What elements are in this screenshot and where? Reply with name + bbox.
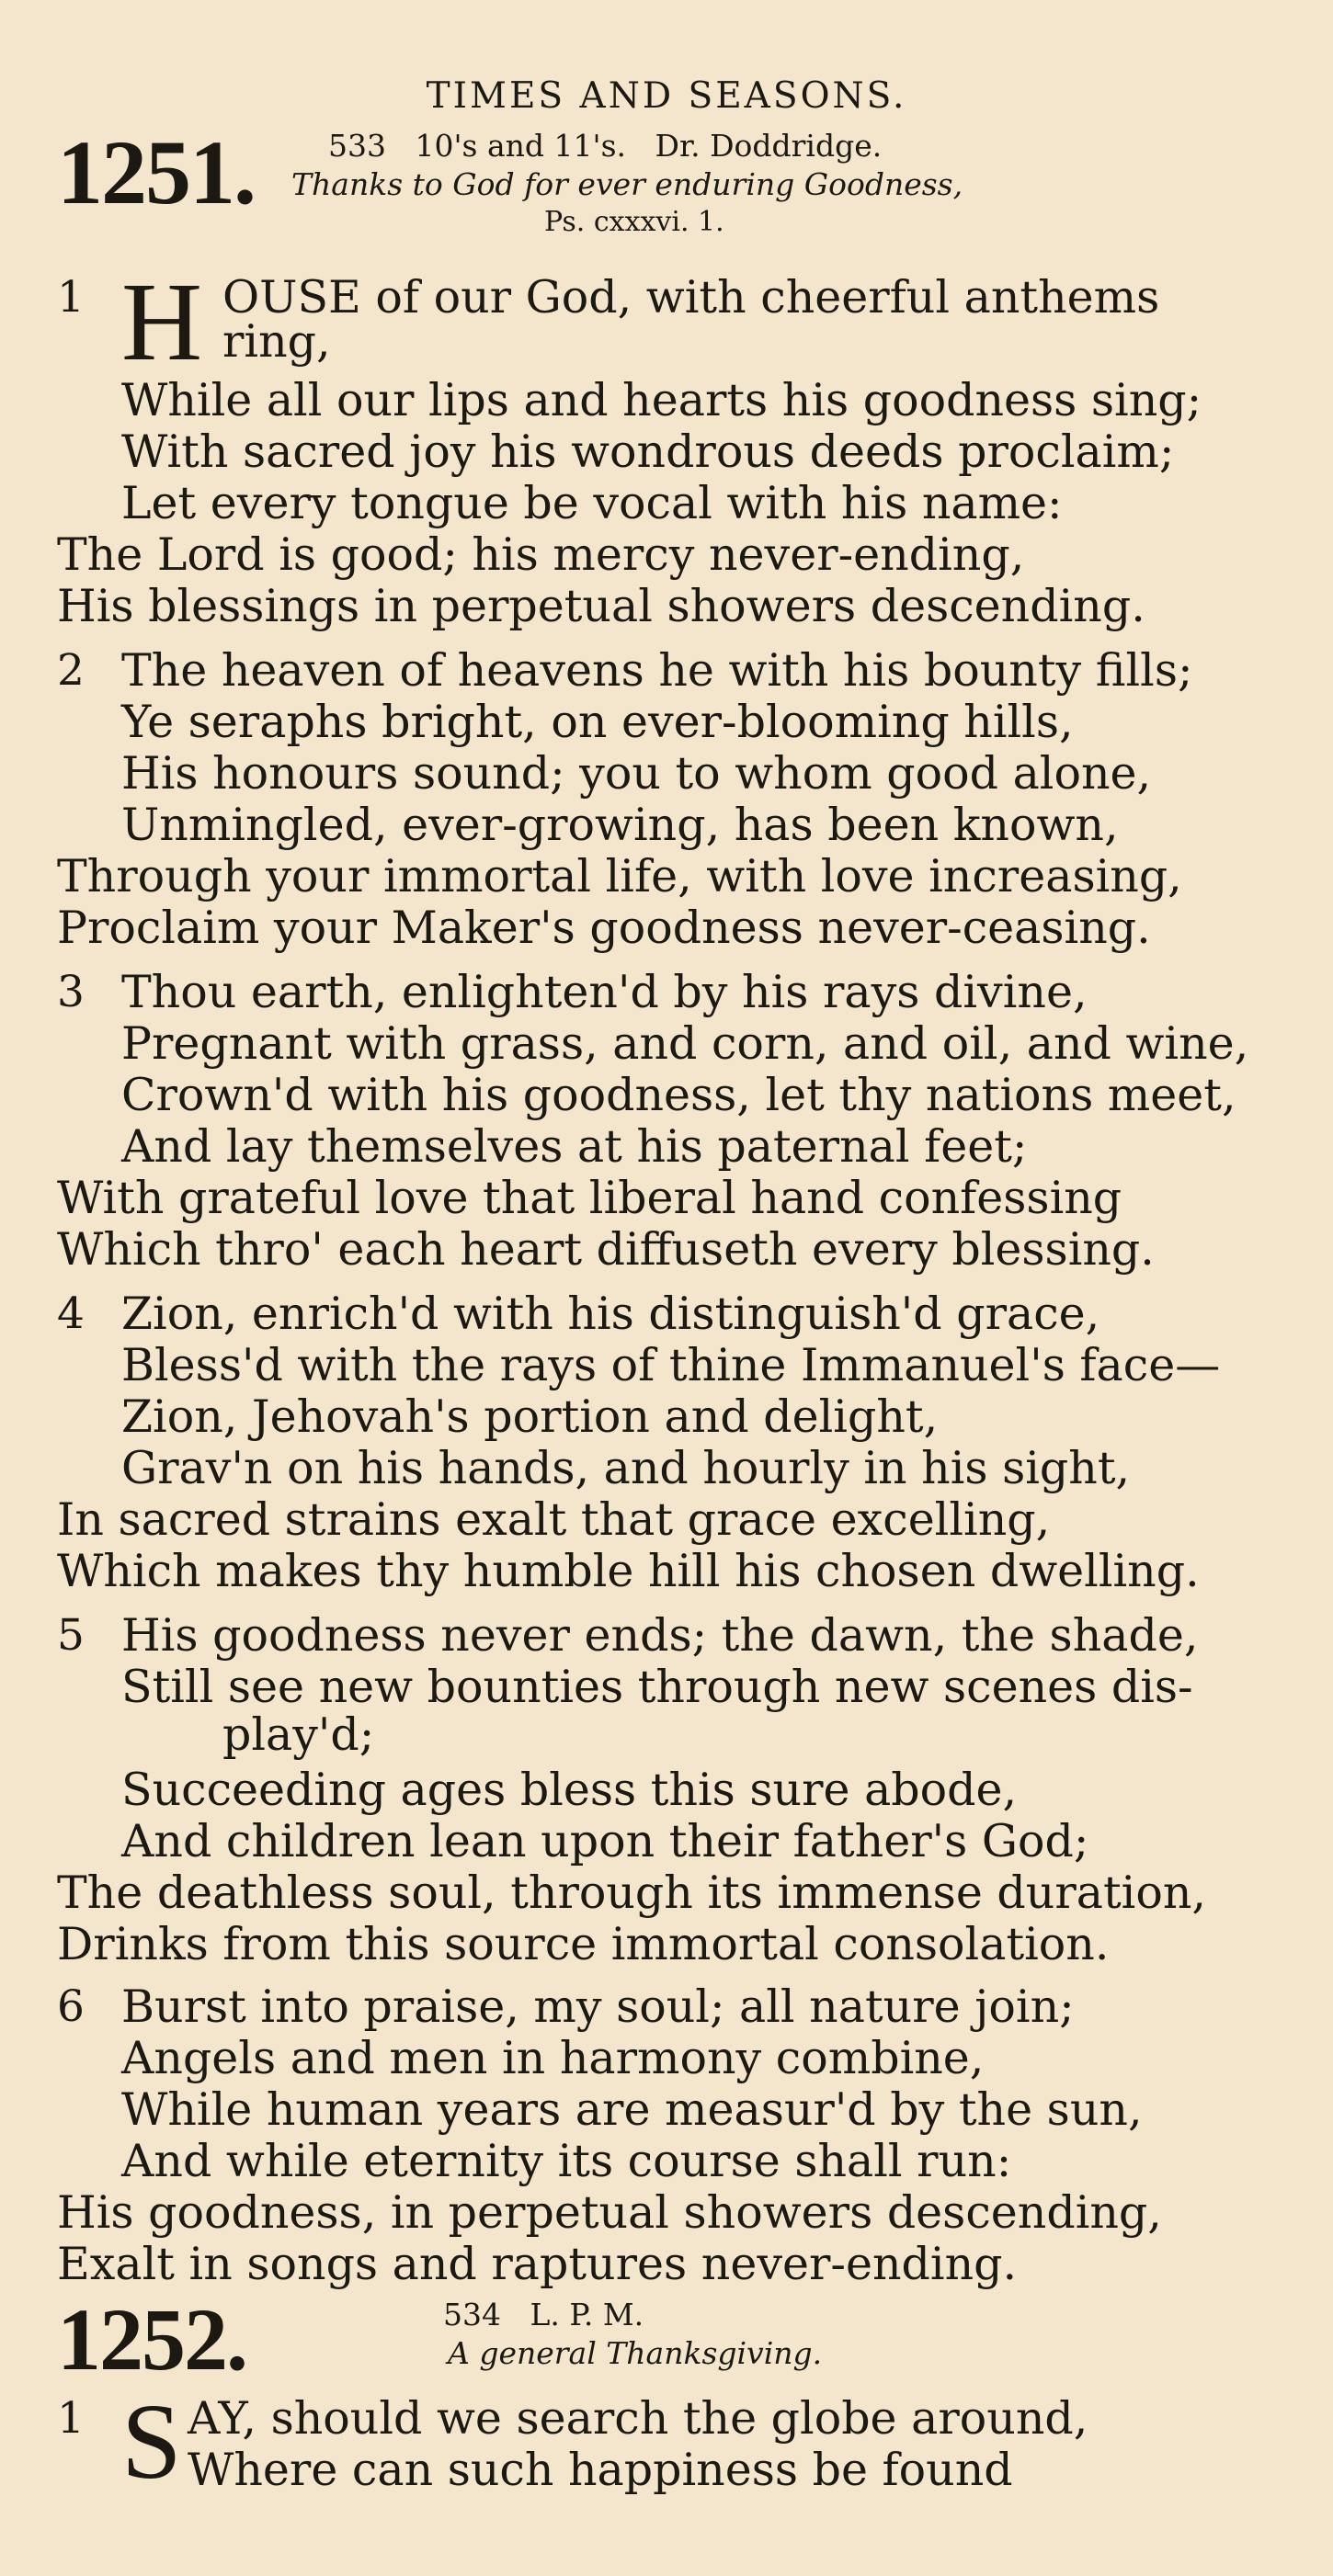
tune-number: 533 bbox=[328, 128, 386, 164]
verse-line: His goodness never ends; the dawn, the shade, bbox=[121, 1609, 1199, 1662]
verse-line: His blessings in perpetual showers descending. bbox=[57, 580, 1145, 632]
verse-number: 3 bbox=[57, 967, 85, 1017]
verse-line: play'd; bbox=[222, 1708, 375, 1761]
running-head: TIMES AND SEASONS. bbox=[426, 75, 907, 117]
verse-line: And while eternity its course shall run: bbox=[121, 2135, 1012, 2187]
verse-line: ring, bbox=[222, 315, 331, 368]
verse-line: The heaven of heavens he with his bounty fills; bbox=[121, 644, 1193, 697]
verse-line: Which makes thy humble hill his chosen dwelling. bbox=[57, 1545, 1200, 1597]
verse-line: The deathless soul, through its immense duration, bbox=[57, 1867, 1206, 1919]
verse-line: In sacred strains exalt that grace excelling, bbox=[57, 1493, 1051, 1546]
verse-line: Ye seraphs bright, on ever-blooming hills, bbox=[121, 696, 1074, 748]
verse-line: Exalt in songs and raptures never-ending. bbox=[57, 2238, 1018, 2290]
verse-line: Burst into praise, my soul; all nature join; bbox=[121, 1980, 1075, 2033]
hymn-meta-line bbox=[328, 127, 882, 165]
verse-line: Zion, Jehovah's portion and delight, bbox=[121, 1390, 939, 1443]
verse-line: Proclaim your Maker's goodness never-ceasing. bbox=[57, 902, 1151, 954]
verse-line: Grav'n on his hands, and hourly in his sight, bbox=[121, 1442, 1131, 1494]
verse-line: Zion, enrich'd with his distinguish'd grace, bbox=[121, 1288, 1100, 1340]
hymn-number: 1251. bbox=[57, 121, 255, 223]
verse-line: His goodness, in perpetual showers descending, bbox=[57, 2186, 1162, 2239]
verse-number: 1 bbox=[57, 2393, 85, 2444]
verse-line: AY, should we search the globe around, bbox=[188, 2392, 1088, 2445]
verse-line: And children lean upon their father's God; bbox=[121, 1815, 1089, 1867]
tune-number: 534 bbox=[443, 2297, 501, 2332]
verse-line: Where can such happiness be found bbox=[188, 2444, 1013, 2496]
hymn-number: 1252. bbox=[57, 2290, 246, 2389]
hymn-1252-header bbox=[57, 2290, 1289, 2389]
verse-line: Angels and men in harmony combine, bbox=[121, 2032, 985, 2084]
verse-line: Crown'd with his goodness, let thy nations meet, bbox=[121, 1069, 1236, 1121]
verse-line: Unmingled, ever-growing, has been known, bbox=[121, 799, 1119, 851]
hymn-meta-line bbox=[443, 2296, 644, 2334]
hymn-subtitle: A general Thanksgiving. bbox=[448, 2335, 823, 2371]
verse-line: With sacred joy his wondrous deeds proclaim; bbox=[121, 426, 1175, 478]
scripture-reference: Ps. cxxxvi. 1. bbox=[544, 206, 724, 238]
author: Dr. Doddridge. bbox=[655, 128, 883, 164]
hymn-subtitle: Thanks to God for ever enduring Goodness, bbox=[291, 166, 963, 202]
verse-line: And lay themselves at his paternal feet; bbox=[121, 1120, 1028, 1173]
verse-line: OUSE of our God, with cheerful anthems bbox=[222, 271, 1160, 323]
verse-line: Let every tongue be vocal with his name: bbox=[121, 477, 1063, 529]
verse-line: With grateful love that liberal hand confessing bbox=[57, 1172, 1122, 1224]
drop-cap: H bbox=[121, 260, 203, 384]
verse-number: 5 bbox=[57, 1610, 85, 1661]
verse-number: 4 bbox=[57, 1288, 85, 1339]
meter: 10's and 11's. bbox=[415, 128, 627, 164]
verse-line: Which thro' each heart diffuseth every blessing. bbox=[57, 1223, 1155, 1276]
verse-line: While all our lips and hearts his goodness sing; bbox=[121, 374, 1202, 426]
verse-line: Succeeding ages bless this sure abode, bbox=[121, 1764, 1018, 1816]
verse-line: Through your immortal life, with love increasing, bbox=[57, 850, 1182, 902]
meter: L. P. M. bbox=[530, 2297, 644, 2332]
verse-number: 2 bbox=[57, 645, 85, 696]
verse-line: While human years are measur'd by the sun, bbox=[121, 2083, 1143, 2136]
verse-line: Thou earth, enlighten'd by his rays divine, bbox=[121, 966, 1088, 1018]
verse-line: Still see new bounties through new scenes dis- bbox=[121, 1661, 1193, 1713]
verse-number: 6 bbox=[57, 1981, 85, 2032]
verse-line: The Lord is good; his mercy never-ending, bbox=[57, 528, 1025, 581]
hymn-1251-header bbox=[57, 121, 1289, 274]
drop-cap: S bbox=[121, 2381, 182, 2502]
verse-number: 1 bbox=[57, 272, 85, 323]
verse-line: Pregnant with grass, and corn, and oil, and wine, bbox=[121, 1017, 1249, 1070]
verse-line: Drinks from this source immortal consolation. bbox=[57, 1918, 1110, 1970]
verse-line: Bless'd with the rays of thine Immanuel's face— bbox=[121, 1339, 1221, 1391]
verse-line: His honours sound; you to whom good alone, bbox=[121, 747, 1152, 800]
